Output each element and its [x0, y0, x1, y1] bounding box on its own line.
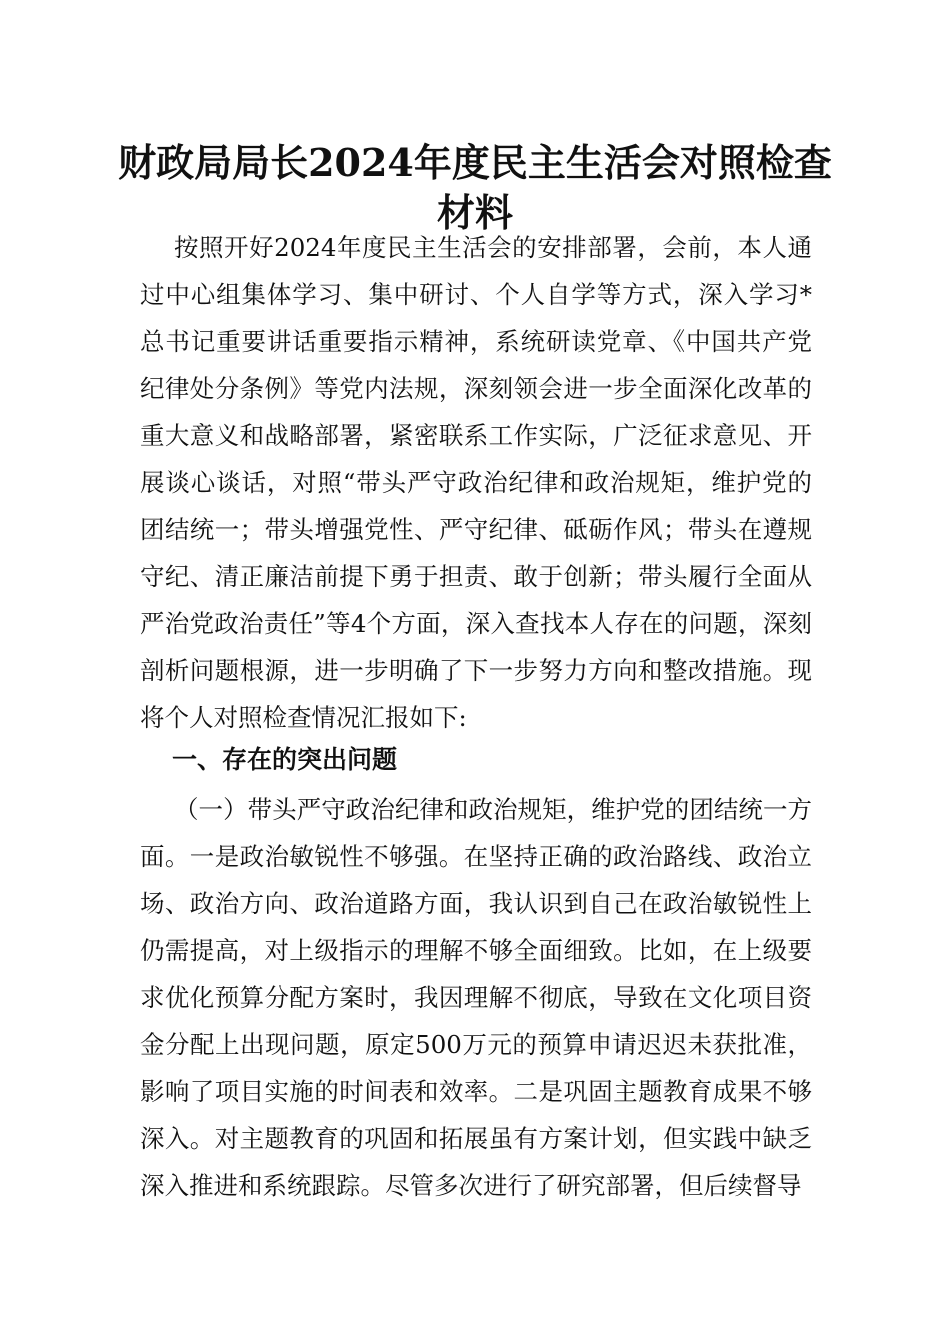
section-heading: 一、存在的突出问题 [172, 745, 398, 774]
body-paragraph: （一）带头严守政治纪律和政治规矩，维护党的团结统一方面。一是政治敏锐性不够强。在坚持正确的政治路线、政治立场、政治方向、政治道路方面，我认识到自己在政治敏锐性上仍需提高，对上级指示的理解不够全面细致。比如，在上级要求优化预算分配方案时，我因理解不彻底，导致在文化项目资金分配上出现问题，原定500万元的预算申请迟迟未获批准，影响了项目实施的时间表和效率。二是巩固主题教育成果不够深入。对主题教育的巩固和拓展虽有方案计划，但实践中缺乏深入推进和系统跟踪。尽管多次进行了研究部署，但后续督导 [140, 795, 812, 1200]
document-title: 财政局局长2024年度民主生活会对照检查材料 [118, 140, 832, 235]
intro-paragraph: 按照开好2024年度民主生活会的安排部署，会前，本人通过中心组集体学习、集中研讨、个人自学等方式，深入学习*总书记重要讲话重要指示精神，系统研读党章、《中国共产党纪律处分条例》等党内法规，深刻领会进一步全面深化改革的重大意义和战略部署，紧密联系工作实际，广泛征求意见、开展谈心谈话，对照“带头严守政治纪律和政治规矩，维护党的团结统一；带头增强党性、严守纪律、砥砺作风；带头在遵规守纪、清正廉洁前提下勇于担责、敢于创新；带头履行全面从严治党政治责任”等4个方面，深入查找本人存在的问题，深刻剖析问题根源，进一步明确了下一步努力方向和整改措施。现将个人对照检查情况汇报如下: [140, 233, 812, 732]
